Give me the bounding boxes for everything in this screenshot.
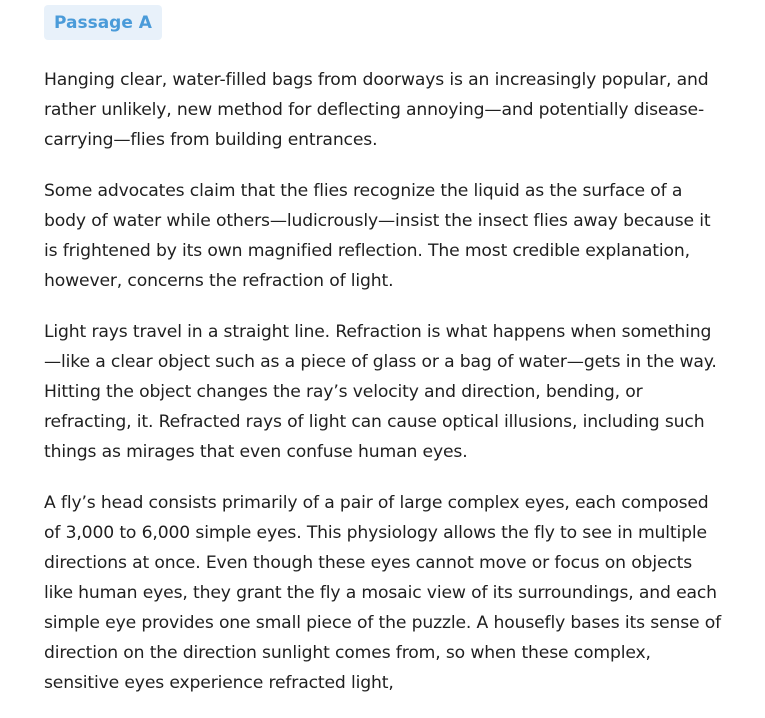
passage-label-badge: Passage A xyxy=(44,5,162,40)
passage-container xyxy=(44,5,724,698)
passage-paragraph-1: Hanging clear, water-filled bags from doorways is an increasingly popular, and rather unlikely, new method for deflecting annoying—and potentially disease-carrying—flies from building entrances. xyxy=(44,70,709,150)
passage-paragraph-4: A fly’s head consists primarily of a pair of large complex eyes, each composed of 3,000 to 6,000 simple eyes. This physiology allows the fly to see in multiple directions at once. Even though these eyes cannot move or focus on objects like human eyes, they grant the fly a mosaic view of its surroundings, and each simple eye provides one small piece of the puzzle. A housefly bases its sense of direction on the direction sunlight comes from, so when these complex, sensitive eyes experience refracted light, xyxy=(44,493,722,693)
passage-paragraph-3: Light rays travel in a straight line. Refraction is what happens when something—like a clear object such as a piece of glass or a bag of water—gets in the way. Hitting the object changes the ray’s velocity and direction, bending, or refracting, it. Refracted rays of light can cause optical illusions, including such things as mirages that even confuse human eyes. xyxy=(44,322,717,462)
passage-paragraph-2: Some advocates claim that the flies recognize the liquid as the surface of a body of water while others—ludicrously—insist the insect flies away because it is frightened by its own magnified reflection. The most credible explanation, however, concerns the refraction of light. xyxy=(44,181,711,291)
